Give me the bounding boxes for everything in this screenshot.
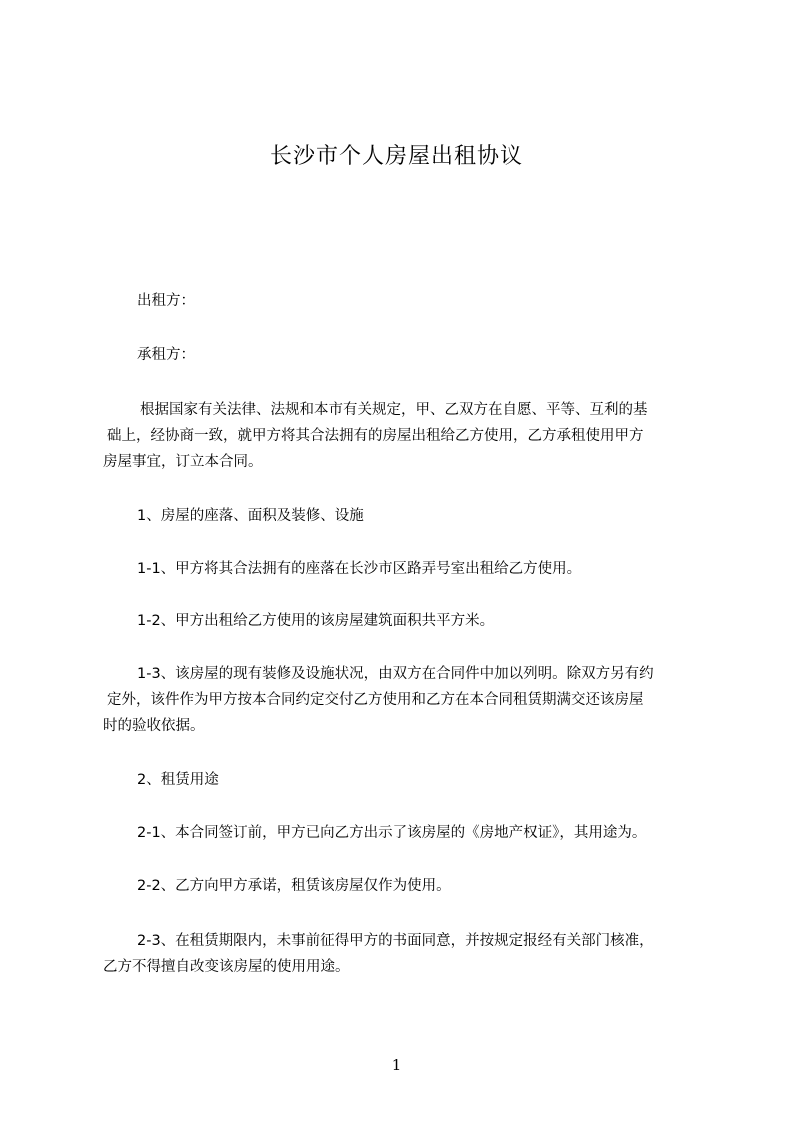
clause-2-2: 2-2、乙方向甲方承诺，租赁该房屋仅作为使用。	[137, 878, 451, 894]
clause-1-2: 1-2、甲方出租给乙方使用的该房屋建筑面积共平方米。	[137, 613, 495, 629]
clause-2-3	[103, 928, 713, 980]
clause-1-3-line: 定外，该件作为甲方按本合同约定交付乙方使用和乙方在本合同租赁期满交还该房屋	[107, 692, 644, 708]
section-2-heading: 2、租赁用途	[137, 772, 219, 788]
clause-1-3	[103, 661, 713, 739]
clause-2-3-line: 2-3、在租赁期限内，未事前征得甲方的书面同意，并按规定报经有关部门核准，	[137, 933, 654, 949]
clause-1-3-line: 时的验收依据。	[103, 718, 205, 734]
section-1-heading: 1、房屋的座落、面积及装修、设施	[137, 508, 364, 524]
page-number: 1	[391, 1056, 402, 1074]
clause-1-3-line: 1-3、该房屋的现有装修及设施状况，由双方在合同件中加以列明。除双方另有约	[137, 666, 654, 682]
preamble-line: 础上，经协商一致，就甲方将其合法拥有的房屋出租给乙方使用，乙方承租使用甲方	[107, 428, 644, 444]
preamble-line: 房屋事宜，订立本合同。	[103, 454, 263, 470]
clause-2-3-line: 乙方不得擅自改变该房屋的使用用途。	[103, 959, 350, 975]
preamble-paragraph	[103, 397, 713, 475]
lessee-label: 承租方：	[137, 347, 195, 363]
clause-1-1: 1-1、甲方将其合法拥有的座落在长沙市区路弄号室出租给乙方使用。	[137, 561, 582, 577]
document-title: 长沙市个人房屋出租协议	[269, 144, 523, 169]
lessor-label: 出租方：	[137, 293, 195, 309]
preamble-line: 根据国家有关法律、法规和本市有关规定，甲、乙双方在自愿、平等、互利的基	[140, 402, 648, 418]
clause-2-1: 2-1、本合同签订前，甲方已向乙方出示了该房屋的《房地产权证》，其用途为。	[137, 825, 647, 841]
